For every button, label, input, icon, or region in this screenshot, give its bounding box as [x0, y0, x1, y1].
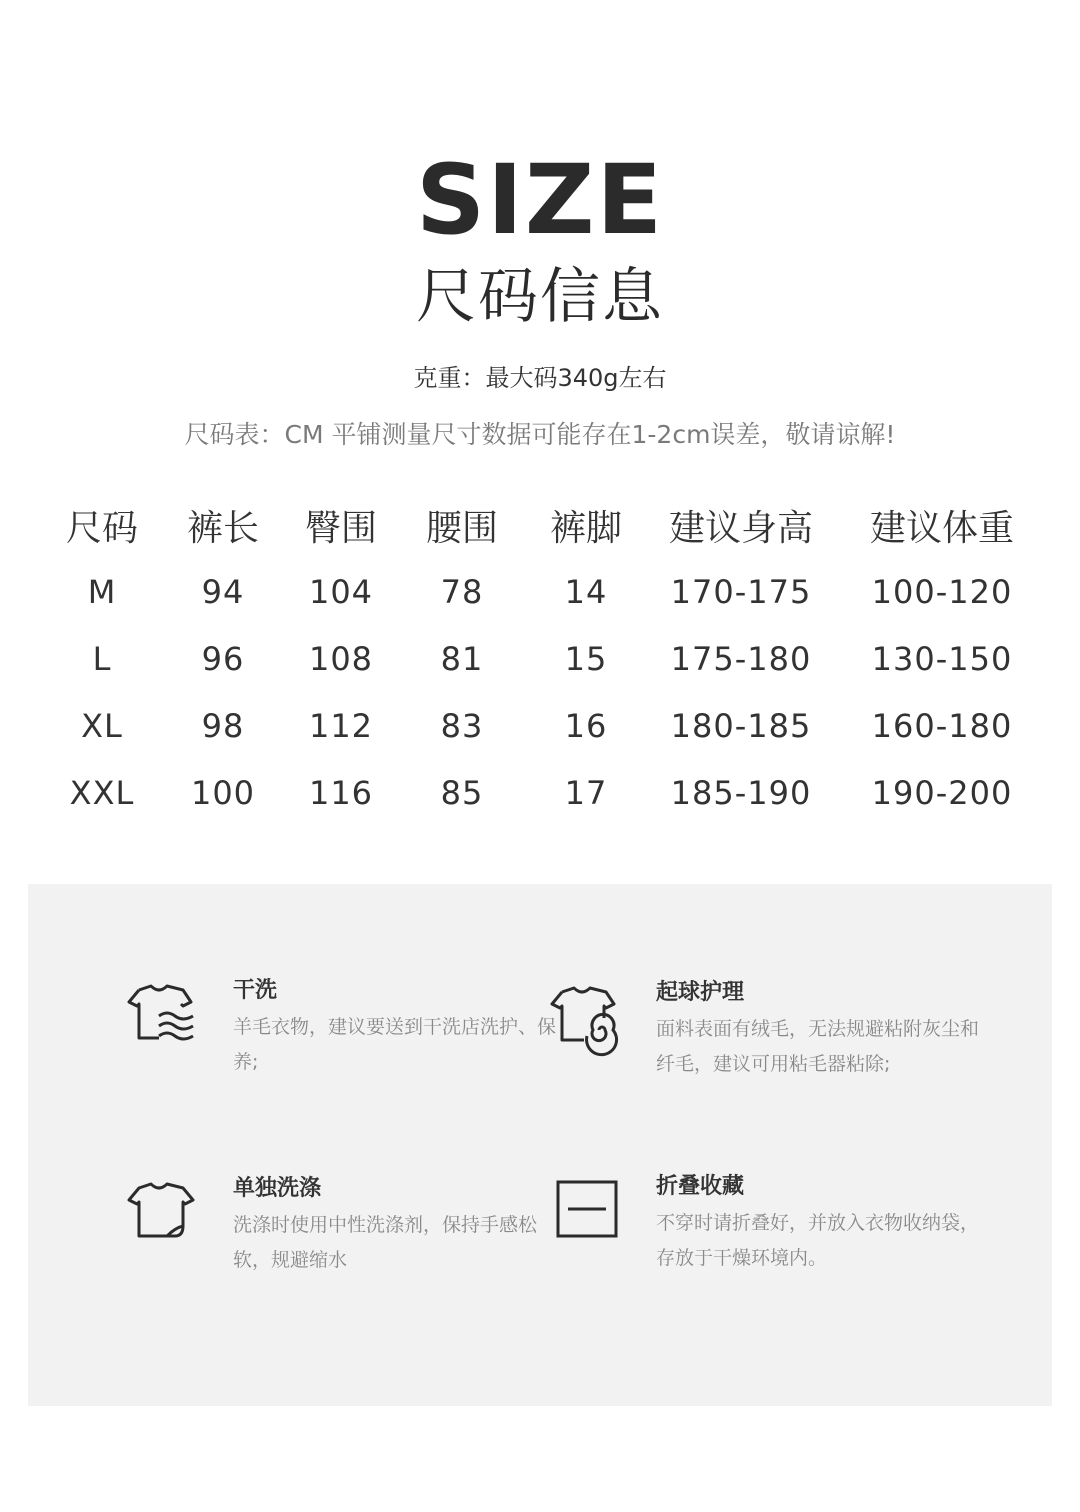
care-item-pilling [546, 978, 980, 1108]
table-cell: 170-175 [670, 572, 812, 611]
care-title: 单独洗涤 [233, 1176, 322, 1201]
table-header-cell: 腰围 [425, 507, 498, 549]
care-title: 干洗 [233, 978, 278, 1003]
care-title: 折叠收藏 [656, 1174, 745, 1199]
table-cell: 180-185 [670, 706, 812, 745]
table-row [40, 692, 1050, 759]
table-cell: 17 [564, 773, 608, 812]
table-cell: XXL [69, 773, 135, 812]
table-cell: 14 [564, 572, 608, 611]
table-cell: 78 [440, 572, 484, 611]
table-header-cell: 裤脚 [549, 507, 622, 549]
table-note: 尺码表：CM 平铺测量尺寸数据可能存在1-2cm误差，敬请谅解! [184, 420, 896, 449]
table-cell: 83 [440, 706, 484, 745]
dry-clean-icon [123, 976, 203, 1056]
table-cell: 175-180 [670, 639, 812, 678]
table-cell: 94 [201, 572, 245, 611]
table-cell: XL [81, 706, 123, 745]
table-header-row [40, 492, 1050, 558]
size-table [40, 492, 1050, 826]
table-header-cell: 建议体重 [869, 507, 1014, 549]
care-desc: 洗涤时使用中性洗涤剂，保持手感松软，规避缩水 [233, 1214, 538, 1271]
table-header-cell: 臀围 [304, 507, 377, 549]
table-row [40, 558, 1050, 625]
table-header-cell: 建议身高 [668, 507, 813, 549]
table-cell: 160-180 [871, 706, 1013, 745]
table-cell: 116 [308, 773, 374, 812]
table-cell: 98 [201, 706, 245, 745]
table-cell: M [87, 572, 117, 611]
title-en: SIZE [415, 144, 665, 256]
table-row [40, 625, 1050, 692]
table-header-cell: 尺码 [65, 507, 138, 549]
table-header-cell: 裤长 [186, 507, 259, 549]
care-item-separate-wash [123, 1174, 543, 1304]
care-panel [28, 884, 1052, 1406]
care-item-dry-clean [123, 976, 557, 1106]
weight-note: 克重：最大码340g左右 [413, 364, 667, 392]
table-cell: 104 [308, 572, 374, 611]
fold-storage-icon [546, 1172, 626, 1252]
table-cell: 100 [190, 773, 256, 812]
table-row [40, 759, 1050, 826]
table-cell: L [92, 639, 112, 678]
table-cell: 81 [440, 639, 484, 678]
care-desc: 羊毛衣物，建议要送到干洗店洗护、保养; [233, 1016, 557, 1073]
table-cell: 130-150 [871, 639, 1013, 678]
table-cell: 112 [308, 706, 374, 745]
table-cell: 190-200 [871, 773, 1013, 812]
table-cell: 16 [564, 706, 608, 745]
table-cell: 185-190 [670, 773, 812, 812]
table-cell: 85 [440, 773, 484, 812]
care-desc: 面料表面有绒毛，无法规避粘附灰尘和纤毛，建议可用粘毛器粘除; [656, 1018, 980, 1075]
care-title: 起球护理 [656, 980, 745, 1005]
title-cn: 尺码信息 [416, 262, 664, 332]
care-desc: 不穿时请折叠好，并放入衣物收纳袋，存放于干燥环境内。 [656, 1212, 980, 1269]
separate-wash-icon [123, 1174, 203, 1254]
table-cell: 100-120 [871, 572, 1013, 611]
care-item-fold-storage [546, 1172, 980, 1302]
table-cell: 108 [308, 639, 374, 678]
pilling-care-icon [546, 978, 626, 1058]
table-cell: 96 [201, 639, 245, 678]
table-cell: 15 [564, 639, 608, 678]
